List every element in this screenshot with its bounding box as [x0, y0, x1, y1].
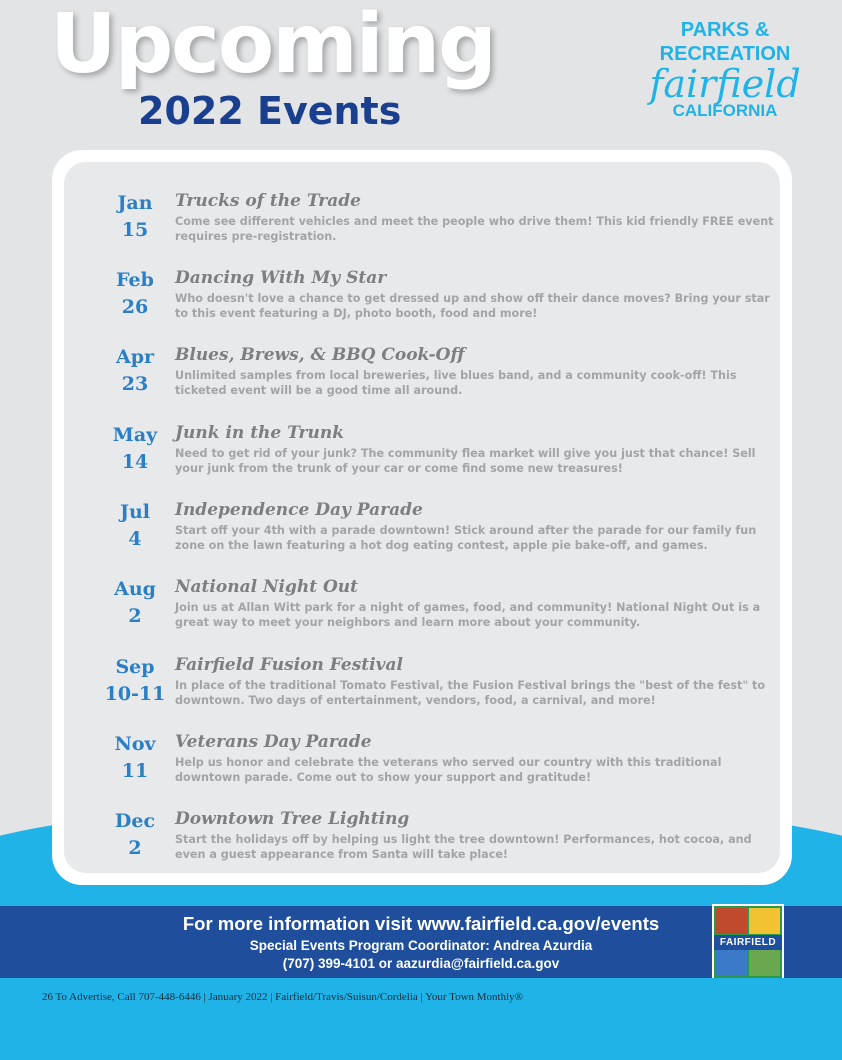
- footer-more-info: For more information visit www.fairfield.ca.gov/events: [182, 913, 660, 934]
- event-month: Apr: [115, 346, 155, 368]
- event-item: [64, 725, 780, 797]
- event-item: [64, 570, 780, 642]
- event-description: Need to get rid of your junk? The community flea market will give you just that chance! Sell your junk from the trunk of your car or come find some new treasures!: [175, 447, 756, 475]
- event-description: Who doesn't love a chance to get dressed up and show off their dance moves? Bring your star to this event featuring a DJ, photo booth, food and more!: [175, 292, 770, 320]
- logo-city: fairfield: [649, 62, 801, 106]
- event-item: [64, 802, 780, 874]
- seal-label: FAIRFIELD: [714, 935, 782, 950]
- event-title: Blues, Brews, & BBQ Cook-Off: [175, 345, 465, 365]
- page-subtitle: 2022 Events: [138, 89, 402, 133]
- event-date: [90, 731, 180, 785]
- events-card: [52, 150, 792, 885]
- event-title: National Night Out: [175, 577, 358, 597]
- event-title: Fairfield Fusion Festival: [175, 655, 403, 675]
- event-month: Aug: [114, 578, 156, 600]
- event-day: 23: [121, 373, 149, 395]
- event-description: Join us at Allan Witt park for a night of games, food, and community! National Night Out is a great way to meet your neighbors and learn more about your community.: [175, 601, 761, 629]
- events-list: [64, 162, 780, 873]
- event-date: [90, 190, 180, 244]
- event-day: 11: [121, 760, 149, 782]
- event-day: 15: [121, 219, 149, 241]
- event-description: Unlimited samples from local breweries, live blues band, and a community cook-off! This ticketed event will be a good time all around.: [175, 369, 737, 397]
- event-title: Trucks of the Trade: [175, 191, 361, 211]
- page-title: Upcoming: [50, 0, 495, 92]
- event-month: Feb: [116, 269, 154, 291]
- event-description: Come see different vehicles and meet the people who drive them! This kid friendly FREE event requires pre-registration.: [175, 215, 774, 243]
- logo-line1: PARKS &: [680, 19, 770, 41]
- page-footer-line: 26 To Advertise, Call 707-448-6446 | January 2022 | Fairfield/Travis/Suisun/Cordelia | Your Town Monthly®: [42, 991, 524, 1003]
- event-item: [64, 493, 780, 565]
- event-description: In place of the traditional Tomato Festival, the Fusion Festival brings the "best of the fest" to downtown. Two days of entertainment, vendors, food, a carnival, and more!: [175, 679, 766, 707]
- event-date: [90, 576, 180, 630]
- event-month: May: [112, 424, 158, 446]
- event-month: Nov: [114, 733, 156, 755]
- event-title: Veterans Day Parade: [175, 732, 372, 752]
- logo-state: CALIFORNIA: [672, 101, 778, 120]
- event-item: [64, 261, 780, 333]
- logo-line2: RECREATION: [659, 43, 791, 65]
- event-title: Dancing With My Star: [175, 268, 387, 288]
- event-day: 10-11: [104, 683, 166, 705]
- event-date: [90, 808, 180, 862]
- event-date: [90, 499, 180, 553]
- event-day: 2: [128, 605, 142, 627]
- event-item: [64, 416, 780, 488]
- event-month: Sep: [115, 656, 155, 678]
- event-item: [64, 338, 780, 410]
- event-month: Dec: [114, 810, 156, 832]
- event-description: Help us honor and celebrate the veterans who served our country with this traditional downtown parade. Come out to show your support and gratitude!: [175, 756, 722, 784]
- event-month: Jul: [119, 501, 151, 523]
- event-date: [90, 654, 180, 708]
- event-date: [90, 267, 180, 321]
- event-description: Start the holidays off by helping us light the tree downtown! Performances, hot cocoa, and even a guest appearance from Santa will take place!: [175, 833, 752, 861]
- event-day: 4: [128, 528, 142, 550]
- event-date: [90, 344, 180, 398]
- event-month: Jan: [117, 192, 153, 214]
- event-title: Junk in the Trunk: [175, 423, 345, 443]
- event-day: 14: [121, 451, 149, 473]
- event-item: [64, 648, 780, 720]
- parks-recreation-logo: [630, 18, 820, 120]
- event-day: 26: [121, 296, 149, 318]
- fairfield-seal-icon: [712, 904, 784, 980]
- event-date: [90, 422, 180, 476]
- footer-coordinator: Special Events Program Coordinator: Andrea Azurdia: [249, 938, 593, 953]
- event-item: [64, 184, 780, 256]
- event-title: Independence Day Parade: [175, 500, 423, 520]
- footer-contact: (707) 399-4101 or aazurdia@fairfield.ca.gov: [282, 956, 560, 971]
- event-title: Downtown Tree Lighting: [175, 809, 410, 829]
- event-day: 2: [128, 837, 142, 859]
- event-description: Start off your 4th with a parade downtown! Stick around after the parade for our family fun zone on the lawn featuring a hot dog eating contest, apple pie bake-off, and games.: [175, 524, 757, 552]
